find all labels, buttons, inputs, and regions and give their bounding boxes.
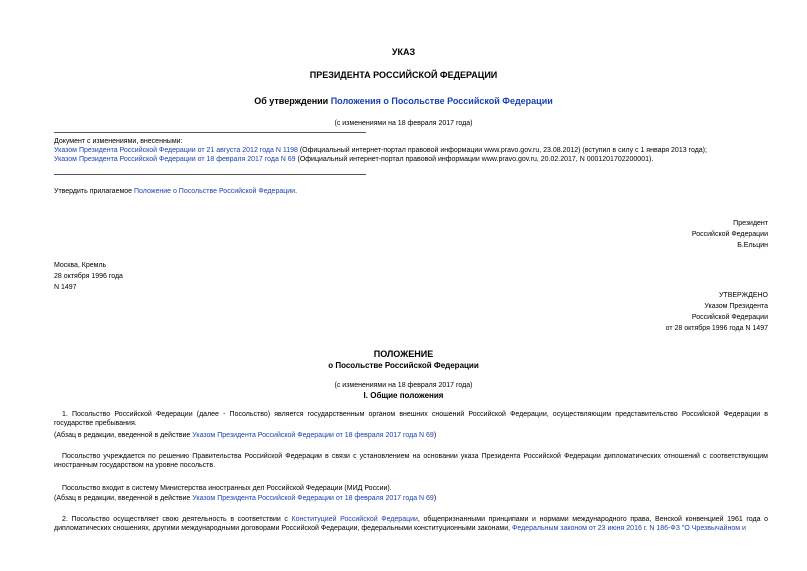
p4-constitution-link[interactable]: Конституцией Российской Федерации [291, 516, 418, 523]
amendment-2-text: (Официальный интернет-портал правовой информации www.pravo.gov.ru, 20.02.2017, N 0001201702200001). [295, 156, 654, 163]
paragraph-2: Посольство учреждается по решению Правительства Российской Федерации в связи с установлением на основании указа Президента Российской Федерации дипломатических отношений с соответствующим иностранным государством на уровне посольств. [54, 453, 768, 469]
signature-name: Б.Ельцин [737, 242, 768, 249]
p3-note-prefix: (Абзац в редакции, введенной в действие [54, 495, 193, 502]
amendment-1-text: (Официальный интернет-портал правовой информации www.pravo.gov.ru, 23.08.2012) (вступил в силу с 1 января 2013 года); [297, 147, 707, 154]
approved-title: УТВЕРЖДЕНО [718, 292, 768, 299]
doc-subject-link[interactable]: Положения о Посольстве Российской Федерации [330, 96, 553, 106]
doc-changes-note: (с изменениями на 18 февраля 2017 года) [334, 120, 473, 127]
section-heading: I. Общие положения [363, 391, 444, 400]
place-date-block [54, 260, 123, 293]
decree-number: N 1497 [54, 284, 77, 291]
paragraph-3: Посольство входит в систему Министерства иностранных дел Российской Федерации (МИД России). [62, 485, 392, 492]
doc-title-president: ПРЕЗИДЕНТА РОССИЙСКОЙ ФЕДЕРАЦИИ [309, 70, 498, 80]
p4-part-a: 2. Посольство осуществляет свою деятельность в соответствии с [62, 516, 292, 523]
approve-line [54, 187, 297, 196]
signature-block [692, 218, 768, 251]
p3-note-link[interactable]: Указом Президента Российской Федерации от 18 февраля 2017 года N 69 [192, 495, 434, 502]
paragraph-1: 1. Посольство Российской Федерации (далее - Посольство) является государственным органом внешних сношений Российской Федерации, осуществляющим представительство Российской Федерации в государстве пребывания. [54, 411, 768, 427]
approved-block [666, 290, 768, 334]
amendments-intro: Документ с изменениями, внесенными: [54, 138, 183, 145]
approve-suffix: . [295, 188, 298, 195]
divider-bottom [54, 174, 366, 175]
divider-top [54, 132, 366, 133]
amendment-2-link[interactable]: Указом Президента Российской Федерации от 18 февраля 2017 года N 69 [54, 156, 296, 163]
paragraph-3-note [54, 494, 436, 503]
amendment-item-1 [54, 146, 794, 155]
amendment-item-2 [54, 155, 794, 164]
approve-prefix: Утвердить прилагаемое [54, 188, 135, 195]
p3-note-suffix: ) [433, 495, 437, 502]
date: 28 октября 1996 года [54, 273, 123, 280]
signature-title: Президент [733, 220, 768, 227]
place: Москва, Кремль [54, 262, 107, 269]
amendments-block [54, 137, 794, 164]
p1-note-prefix: (Абзац в редакции, введенной в действие [54, 432, 193, 439]
regulation-title: ПОЛОЖЕНИЕ [373, 349, 434, 359]
p1-note-link[interactable]: Указом Президента Российской Федерации от 18 февраля 2017 года N 69 [192, 432, 434, 439]
approved-date: от 28 октября 1996 года N 1497 [665, 325, 768, 332]
p4-part-b: , общепризнанными принципами и нормами международного права, Венской конвенцией 1961 года о дипломатических сношениях, другими международными договорами Российской Федерации, федеральными конституционными законами, [54, 516, 768, 532]
paragraph-4 [54, 515, 768, 533]
regulation-changes: (с изменениями на 18 февраля 2017 года) [334, 382, 473, 389]
doc-subject-prefix: Об утверждении [254, 96, 331, 106]
amendment-1-link[interactable]: Указом Президента Российской Федерации от 21 августа 2012 года N 1198 [54, 147, 298, 154]
doc-subject [0, 96, 807, 106]
p1-note-suffix: ) [433, 432, 437, 439]
approved-by: Указом Президента [704, 303, 768, 310]
approved-country: Российской Федерации [691, 314, 768, 321]
regulation-subtitle: о Посольстве Российской Федерации [328, 361, 479, 370]
p4-federal-law-link[interactable]: Федеральным законом от 23 июня 2016 г. N 186-ФЗ "О Чрезвычайном и [512, 525, 746, 532]
doc-title-ukaz: УКАЗ [391, 47, 416, 57]
approve-link[interactable]: Положение о Посольстве Российской Федерации [134, 188, 296, 195]
signature-country: Российской Федерации [691, 231, 768, 238]
paragraph-1-note [54, 431, 436, 440]
